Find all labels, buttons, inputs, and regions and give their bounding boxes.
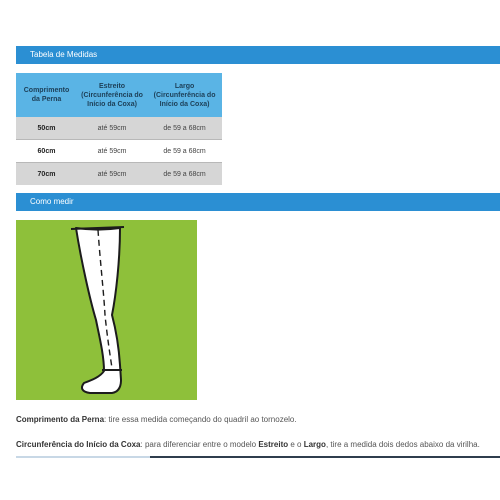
table-row (16, 117, 222, 140)
table-row (16, 163, 222, 186)
cell-length: 60cm (16, 140, 77, 163)
table-header-row (16, 73, 222, 117)
model-narrow-label: Estreito (258, 440, 289, 449)
column-header-length: Comprimento da Perna (16, 73, 77, 117)
instruction-term: Circunferência do Início da Coxa (16, 440, 141, 449)
cell-narrow: até 59cm (77, 163, 147, 186)
howto-section-header (16, 193, 500, 211)
cell-wide: de 59 a 68cm (147, 140, 222, 163)
cell-length: 70cm (16, 163, 77, 186)
leg-measurement-icon (16, 220, 197, 400)
column-header-wide: Largo (Circunferência do Início da Coxa) (147, 73, 222, 117)
size-table (16, 73, 222, 185)
cell-narrow: até 59cm (77, 140, 147, 163)
howto-section-title: Como medir (30, 197, 74, 206)
leg-measurement-illustration (16, 220, 197, 400)
cell-narrow: até 59cm (77, 117, 147, 140)
instruction-leg-length: Comprimento da Perna: tire essa medida começando do quadril ao tornozelo. (16, 415, 297, 424)
cell-length: 50cm (16, 117, 77, 140)
table-row (16, 140, 222, 163)
instruction-thigh-circumference: Circunferência do Início da Coxa: para diferenciar entre o modelo Estreito e o Largo, tire a medida dois dedos abaixo da virilha. (16, 440, 480, 449)
column-header-narrow: Estreito (Circunferência do Início da Coxa) (77, 73, 147, 117)
cell-wide: de 59 a 68cm (147, 163, 222, 186)
instruction-term: Comprimento da Perna (16, 415, 105, 424)
cell-wide: de 59 a 68cm (147, 117, 222, 140)
bottom-divider-dark (150, 456, 500, 458)
model-wide-label: Largo (303, 440, 326, 449)
table-section-header (16, 46, 500, 64)
table-section-title: Tabela de Medidas (30, 50, 98, 59)
bottom-divider-light (16, 456, 150, 458)
